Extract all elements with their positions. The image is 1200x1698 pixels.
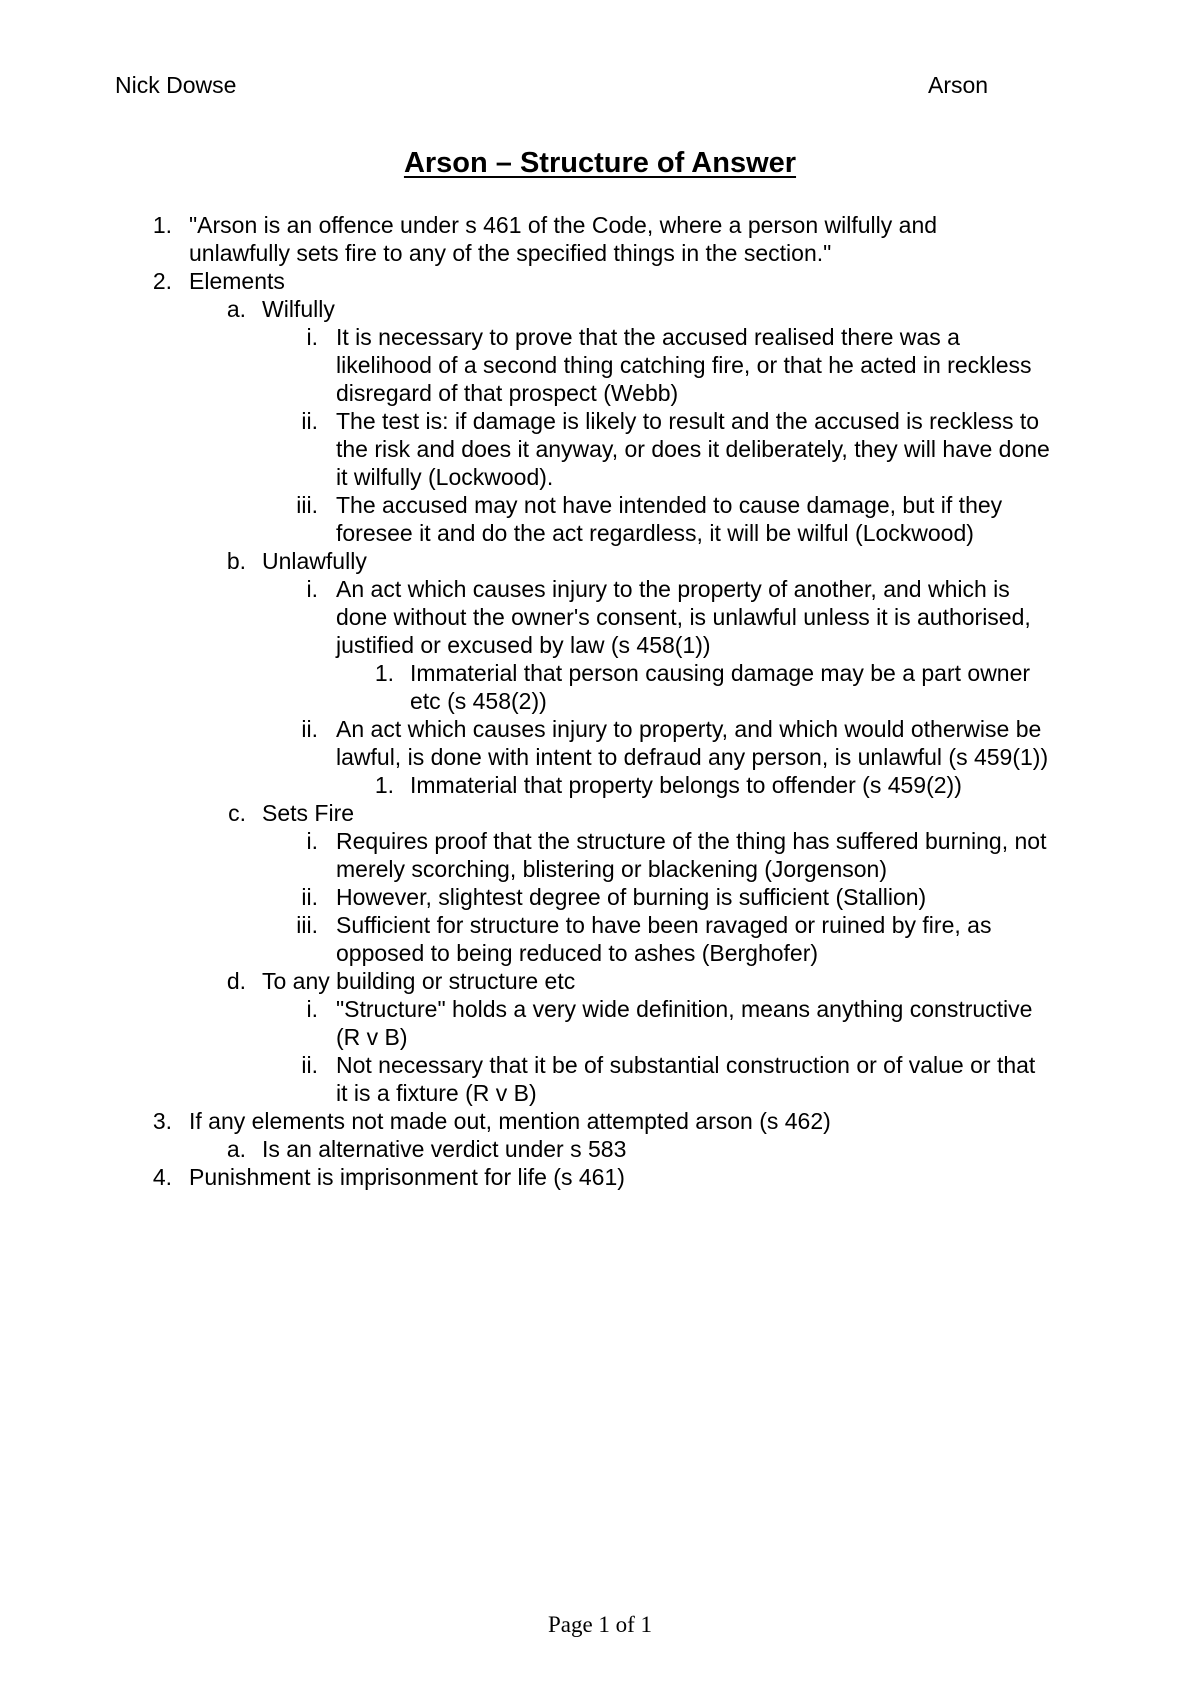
outline-marker: 1. (152, 212, 172, 238)
outline-line (0, 1079, 1200, 1107)
outline-line (0, 575, 1200, 603)
outline-line (0, 1135, 1200, 1163)
outline-marker: 2. (152, 268, 172, 294)
outline-item (0, 1107, 1200, 1135)
outline-marker: ii. (301, 1052, 318, 1078)
outline-line (0, 323, 1200, 351)
outline-text: However, slightest degree of burning is sufficient (Stallion) (336, 884, 927, 910)
outline-text: Elements (189, 268, 285, 294)
outline-line (0, 491, 1200, 519)
outline-text: it wilfully (Lockwood). (336, 464, 554, 490)
outline-text: (R v B) (336, 1024, 408, 1050)
outline-item (0, 771, 1200, 799)
outline-item (0, 211, 1200, 267)
outline-line (0, 463, 1200, 491)
header-author: Nick Dowse (115, 72, 237, 98)
outline-marker: i. (306, 576, 318, 602)
outline-line (0, 939, 1200, 967)
outline-line (0, 911, 1200, 939)
outline-text: it is a fixture (R v B) (336, 1080, 537, 1106)
outline-marker: b. (226, 548, 246, 574)
outline-marker: iii. (296, 492, 318, 518)
outline-line (0, 799, 1200, 827)
outline-marker: iii. (296, 912, 318, 938)
outline-marker: i. (306, 996, 318, 1022)
outline-text: etc (s 458(2)) (410, 688, 547, 714)
outline-line (0, 715, 1200, 743)
outline-line (0, 631, 1200, 659)
outline-line (0, 211, 1200, 239)
outline-item (0, 827, 1200, 883)
outline-line (0, 295, 1200, 323)
outline-line (0, 603, 1200, 631)
page-footer: Page 1 of 1 (547, 1612, 653, 1637)
outline-line (0, 995, 1200, 1023)
outline-text: Unlawfully (262, 548, 367, 574)
header-topic: Arson (928, 72, 989, 98)
outline-marker: ii. (301, 716, 318, 742)
outline-item (0, 1135, 1200, 1163)
outline-marker: 3. (152, 1108, 172, 1134)
outline-line (0, 883, 1200, 911)
outline-text: lawful, is done with intent to defraud any person, is unlawful (s 459(1)) (336, 744, 1049, 770)
outline-line (0, 1023, 1200, 1051)
outline-text: An act which causes injury to the property of another, and which is (336, 576, 1010, 602)
page-title (0, 144, 1200, 182)
outline-line (0, 687, 1200, 715)
outline-item (0, 407, 1200, 491)
outline-text: Is an alternative verdict under s 583 (262, 1136, 627, 1162)
outline-text: "Arson is an offence under s 461 of the Code, where a person wilfully and (189, 212, 938, 238)
outline-text: An act which causes injury to property, and which would otherwise be (336, 716, 1042, 742)
outline-marker: 1. (374, 660, 394, 686)
outline-item (0, 491, 1200, 547)
outline-item (0, 1163, 1200, 1191)
outline-item (0, 547, 1200, 575)
outline-marker: ii. (301, 408, 318, 434)
outline-line (0, 407, 1200, 435)
outline-marker: a. (226, 1136, 246, 1162)
outline-item (0, 883, 1200, 911)
outline-marker: ii. (301, 884, 318, 910)
outline-text: disregard of that prospect (Webb) (336, 380, 679, 406)
outline-text: done without the owner's consent, is unlawful unless it is authorised, (336, 604, 1031, 630)
outline-text: Immaterial that person causing damage may be a part owner (410, 660, 1031, 686)
outline-marker: a. (226, 296, 246, 322)
outline-line (0, 743, 1200, 771)
outline-marker: d. (226, 968, 246, 994)
outline-text: It is necessary to prove that the accused realised there was a (336, 324, 960, 350)
outline-marker: i. (306, 828, 318, 854)
outline-line (0, 379, 1200, 407)
outline-text: unlawfully sets fire to any of the specified things in the section." (189, 240, 832, 266)
outline-marker: c. (228, 800, 246, 826)
page-title-text: Arson – Structure of Answer (403, 147, 797, 179)
outline-text: justified or excused by law (s 458(1)) (336, 632, 711, 658)
outline-line (0, 855, 1200, 883)
outline-line (0, 1051, 1200, 1079)
outline-item (0, 799, 1200, 827)
outline-line (0, 659, 1200, 687)
outline-text: opposed to being reduced to ashes (Berghofer) (336, 940, 819, 966)
outline-line (0, 1107, 1200, 1135)
outline-text: foresee it and do the act regardless, it will be wilful (Lockwood) (336, 520, 974, 546)
outline-text: If any elements not made out, mention attempted arson (s 462) (189, 1108, 831, 1134)
outline-text: Not necessary that it be of substantial construction or of value or that (336, 1052, 1036, 1078)
outline-text: The test is: if damage is likely to result and the accused is reckless to (336, 408, 1040, 434)
outline-item (0, 295, 1200, 323)
outline-line (0, 239, 1200, 267)
outline-line (0, 351, 1200, 379)
outline-line (0, 827, 1200, 855)
outline-text: Wilfully (262, 296, 335, 322)
outline-line (0, 967, 1200, 995)
outline-marker: i. (306, 324, 318, 350)
outline-text: The accused may not have intended to cause damage, but if they (336, 492, 1003, 518)
outline-line (0, 771, 1200, 799)
outline-item (0, 575, 1200, 659)
outline-text: Immaterial that property belongs to offender (s 459(2)) (410, 772, 962, 798)
outline-item (0, 1051, 1200, 1107)
outline-item (0, 715, 1200, 771)
outline-text: Sets Fire (262, 800, 355, 826)
outline-text: To any building or structure etc (262, 968, 576, 994)
outline-line (0, 519, 1200, 547)
outline-line (0, 435, 1200, 463)
outline-item (0, 323, 1200, 407)
outline-text: Punishment is imprisonment for life (s 461) (189, 1164, 625, 1190)
outline-text: likelihood of a second thing catching fire, or that he acted in reckless (336, 352, 1032, 378)
outline-text: merely scorching, blistering or blackening (Jorgenson) (336, 856, 887, 882)
outline-marker: 1. (374, 772, 394, 798)
outline-text: Sufficient for structure to have been ravaged or ruined by fire, as (336, 912, 992, 938)
outline-marker: 4. (152, 1164, 172, 1190)
outline-item (0, 659, 1200, 715)
outline-text: "Structure" holds a very wide definition, means anything constructive (336, 996, 1033, 1022)
outline-list (0, 211, 1200, 1191)
outline-item (0, 967, 1200, 995)
outline-line (0, 1163, 1200, 1191)
outline-item (0, 995, 1200, 1051)
outline-item (0, 267, 1200, 295)
outline-line (0, 267, 1200, 295)
outline-line (0, 547, 1200, 575)
outline-item (0, 911, 1200, 967)
outline-text: the risk and does it anyway, or does it deliberately, they will have done (336, 436, 1050, 462)
outline-text: Requires proof that the structure of the thing has suffered burning, not (336, 828, 1047, 854)
